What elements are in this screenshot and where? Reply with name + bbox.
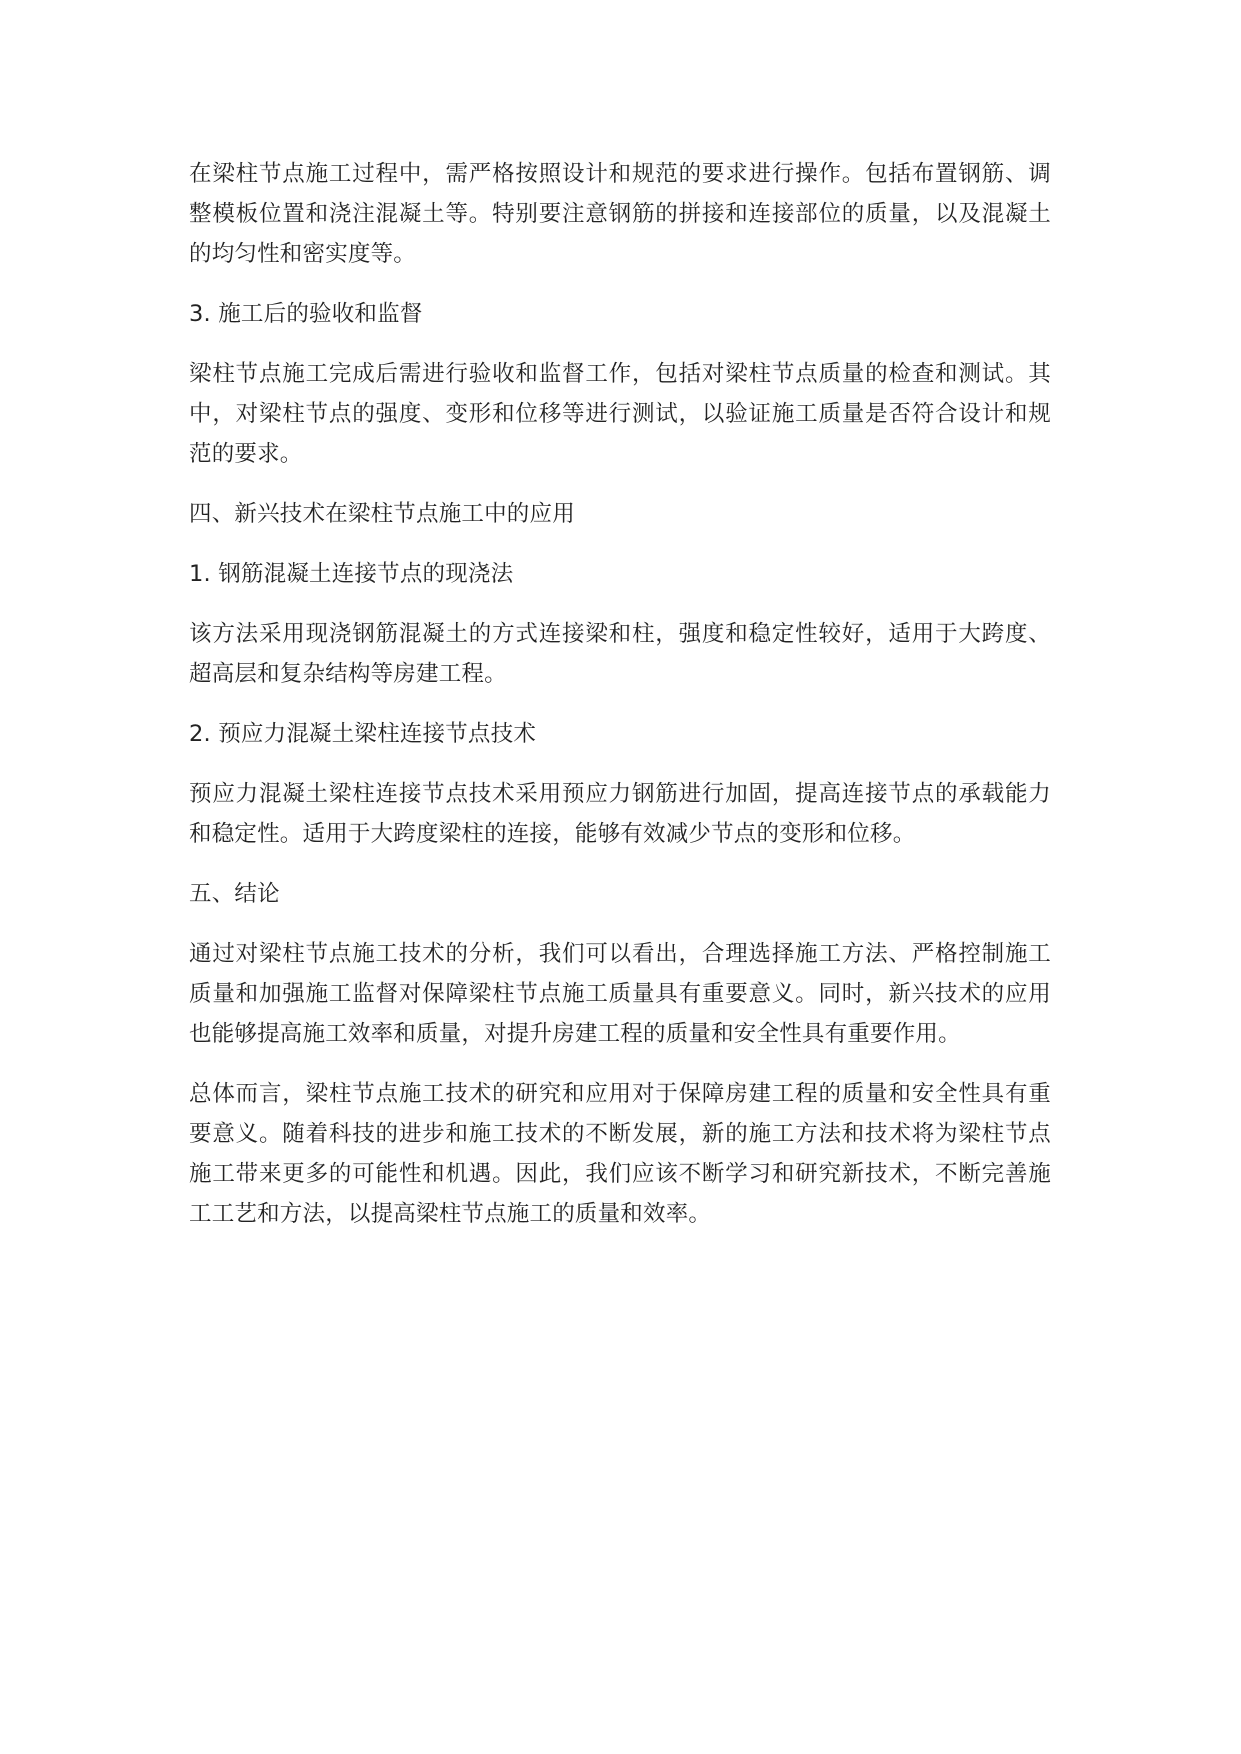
paragraph-summary: 总体而言，梁柱节点施工技术的研究和应用对于保障房建工程的质量和安全性具有重要意义。随着科技的进步和施工技术的不断发展，新的施工方法和技术将为梁柱节点施工带来更多的可能性和机遇。因此，我们应该不断学习和研究新技术，不断完善施工工艺和方法，以提高梁柱节点施工的质量和效率。: [189, 1081, 1051, 1227]
paragraph-prestressed: 预应力混凝土梁柱连接节点技术采用预应力钢筋进行加固，提高连接节点的承载能力和稳定性。适用于大跨度梁柱的连接，能够有效减少节点的变形和位移。: [189, 781, 1051, 847]
heading-conclusion: 五、结论: [189, 881, 280, 907]
heading-section-four: 四、新兴技术在梁柱节点施工中的应用: [189, 501, 575, 527]
heading-cast-in-place: 1. 钢筋混凝土连接节点的现浇法: [189, 561, 514, 587]
paragraph-conclusion: 通过对梁柱节点施工技术的分析，我们可以看出，合理选择施工方法、严格控制施工质量和加强施工监督对保障梁柱节点施工质量具有重要意义。同时，新兴技术的应用也能够提高施工效率和质量，对提升房建工程的质量和安全性具有重要作用。: [189, 941, 1051, 1047]
heading-prestressed: 2. 预应力混凝土梁柱连接节点技术: [189, 721, 537, 747]
heading-acceptance-supervision: 3. 施工后的验收和监督: [189, 301, 423, 327]
paragraph-cast-in-place: 该方法采用现浇钢筋混凝土的方式连接梁和柱，强度和稳定性较好，适用于大跨度、超高层和复杂结构等房建工程。: [189, 621, 1051, 687]
paragraph-acceptance-supervision: 梁柱节点施工完成后需进行验收和监督工作，包括对梁柱节点质量的检查和测试。其中，对梁柱节点的强度、变形和位移等进行测试，以验证施工质量是否符合设计和规范的要求。: [189, 361, 1051, 467]
document-body: [189, 154, 1051, 1254]
paragraph-construction-process: 在梁柱节点施工过程中，需严格按照设计和规范的要求进行操作。包括布置钢筋、调整模板位置和浇注混凝土等。特别要注意钢筋的拼接和连接部位的质量，以及混凝土的均匀性和密实度等。: [189, 161, 1051, 267]
